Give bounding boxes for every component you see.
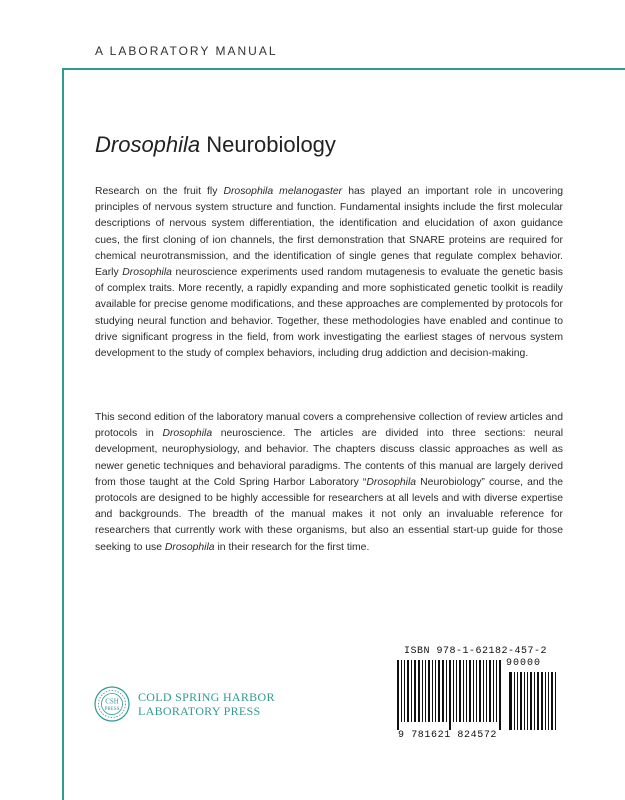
paragraph1-run: has played an important role in uncovering principles of nervous system structure and function. Fundamental insights include the first molecular descriptions of nervous system differentiation, the identification and elucidation of axon guidance cues, the first cloning of ion channels, the first demonstration that SNARE proteins are required for chemical neurotransmission, and the identification of single genes that regulate complex behavior. Early bbox=[95, 186, 563, 279]
book-title bbox=[95, 132, 336, 158]
barcode-bar bbox=[520, 672, 522, 730]
barcode-bar bbox=[428, 660, 430, 722]
barcode-bar bbox=[397, 660, 399, 730]
barcode-digits: 9 781621 824572 bbox=[398, 730, 498, 741]
margin-rule bbox=[62, 68, 64, 800]
barcode-bar bbox=[551, 672, 553, 730]
barcode-bar bbox=[438, 660, 440, 722]
barcode-bar bbox=[442, 660, 444, 722]
barcode-bar bbox=[453, 660, 454, 722]
paragraph2-run: neuroscience. The articles are divided into three sections: neural development, neurophysiology, and behavior. The chapters discuss classic approaches as well as newer genetic techniques and behavioral paradigms. The contents of this manual are largely derived from those taught at the Cold Spring Harbor Laboratory “ bbox=[95, 428, 563, 488]
barcode-bar bbox=[422, 660, 423, 722]
barcode-bar bbox=[530, 672, 532, 730]
publisher-line-2: LABORATORY PRESS bbox=[138, 704, 261, 718]
header-rule bbox=[62, 68, 625, 70]
publisher-line-1: COLD SPRING HARBOR bbox=[138, 690, 275, 704]
barcode-bar bbox=[435, 660, 436, 722]
seal-text-line2: PRESS bbox=[104, 707, 120, 712]
paragraph2-run: Drosophila bbox=[162, 428, 213, 440]
book-title-rest: Neurobiology bbox=[200, 132, 336, 157]
isbn-label: ISBN 978-1-62182-457-2 bbox=[404, 646, 548, 657]
ean-barcode bbox=[396, 660, 504, 730]
barcode-bar bbox=[466, 660, 467, 722]
barcode-bar bbox=[404, 660, 405, 722]
paragraph2-run: This second edition of the laboratory manual covers a comprehensive collection of review articles and protocols in bbox=[95, 412, 563, 440]
csh-press-seal-icon bbox=[92, 684, 132, 724]
barcode-bar bbox=[483, 660, 484, 722]
barcode-bar bbox=[537, 672, 539, 730]
barcode-bar bbox=[489, 660, 491, 722]
description-paragraph-1 bbox=[95, 184, 563, 362]
barcode-bar bbox=[541, 672, 543, 730]
barcode-bar bbox=[548, 672, 549, 730]
paragraph2-run: in their research for the first time. bbox=[214, 541, 370, 553]
barcode-bar bbox=[449, 660, 451, 730]
barcode-bar bbox=[425, 660, 426, 722]
barcode-bar bbox=[545, 672, 546, 730]
barcode-bar bbox=[479, 660, 481, 722]
book-title-italic: Drosophila bbox=[95, 132, 201, 157]
barcode-bar bbox=[446, 660, 447, 722]
barcode-bar bbox=[534, 672, 535, 730]
barcode-bar bbox=[469, 660, 471, 722]
paragraph1-run: Drosophila bbox=[122, 267, 172, 279]
paragraph1-run: neuroscience experiments used random mutagenesis to evaluate the genetic basis of complex traits. More recently, a rapidly expanding and more sophisticated genetic toolkit is readily available for precise genome modifications, and these approaches are complemented by protocols for studying neural function and behavior. Together, these methodologies have enabled and continue to drive significant progress in the field, from work investigating the earliest stages of nervous system development to the study of complex behaviors, including drug addiction and decision-making. bbox=[95, 267, 564, 360]
price-addon-label: 90000 bbox=[506, 658, 542, 669]
barcode-bar bbox=[432, 660, 433, 722]
paragraph2-run: Neurobiology” course, and the protocols are designed to be highly accessible for researchers at all levels and with diverse expertise and backgrounds. The breadth of the manual makes it not only an invaluable reference for researchers that currently work with these organisms, but also an essential start-up guide for those seeking to use bbox=[95, 476, 563, 553]
isbn-barcode bbox=[396, 646, 561, 744]
addon-barcode bbox=[508, 672, 558, 730]
barcode-bar bbox=[401, 660, 402, 722]
barcode-bar bbox=[476, 660, 477, 722]
barcode-bar bbox=[456, 660, 457, 722]
paragraph2-run: Drosophila bbox=[164, 541, 215, 553]
barcode-bar bbox=[509, 672, 512, 730]
barcode-bar bbox=[527, 672, 528, 730]
paragraph1-run: Drosophila melanogaster bbox=[223, 186, 343, 197]
paragraph2-run: Drosophila bbox=[366, 476, 417, 488]
barcode-bar bbox=[459, 660, 461, 722]
barcode-bar bbox=[411, 660, 412, 722]
barcode-bar bbox=[414, 660, 416, 722]
barcode-bar bbox=[514, 672, 515, 730]
barcode-bar bbox=[524, 672, 525, 730]
paragraph1-run: Research on the fruit fly bbox=[95, 186, 224, 197]
seal-text-line1: CSH bbox=[105, 697, 119, 706]
barcode-bar bbox=[555, 672, 556, 730]
publisher-name bbox=[138, 690, 275, 718]
barcode-bar bbox=[517, 672, 518, 730]
series-label: A LABORATORY MANUAL bbox=[95, 44, 278, 58]
barcode-bar bbox=[463, 660, 464, 722]
barcode-bar bbox=[499, 660, 501, 730]
barcode-bar bbox=[407, 660, 409, 722]
barcode-bar bbox=[496, 660, 497, 722]
publisher-logo bbox=[92, 684, 275, 724]
barcode-bar bbox=[418, 660, 420, 722]
barcode-bar bbox=[486, 660, 487, 722]
description-paragraph-2 bbox=[95, 410, 563, 556]
barcode-bar bbox=[493, 660, 494, 722]
barcode-bar bbox=[473, 660, 474, 722]
